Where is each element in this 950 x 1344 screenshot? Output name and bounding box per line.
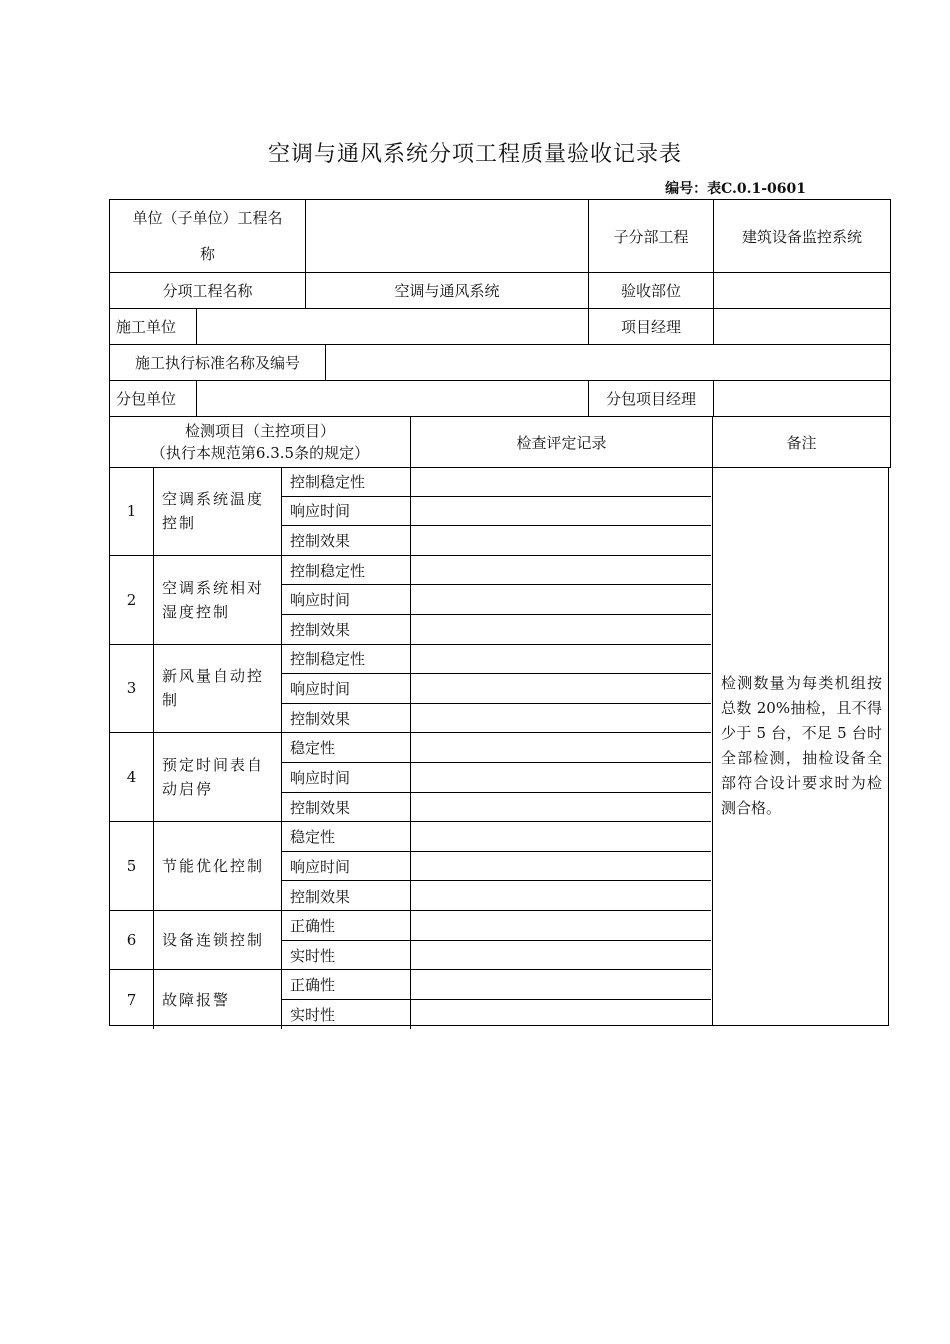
item-name: 设备连锁控制	[154, 911, 282, 969]
record-cell[interactable]	[411, 467, 711, 496]
project-manager-label: 项目经理	[589, 309, 714, 344]
standard-label: 施工执行标准名称及编号	[110, 345, 326, 380]
subcheck-label: 稳定性	[282, 822, 411, 851]
item-subchecks	[282, 467, 711, 555]
subcheck-label: 控制效果	[282, 881, 411, 911]
record-cell[interactable]	[411, 793, 711, 823]
sub-manager-label: 分包项目经理	[589, 381, 714, 416]
item-number: 2	[110, 556, 154, 644]
subcontractor-label: 分包单位	[110, 381, 197, 416]
item-subchecks	[282, 645, 711, 733]
item-subchecks	[282, 822, 711, 910]
subcheck-row	[282, 615, 711, 645]
inspection-table	[109, 467, 889, 1026]
record-cell[interactable]	[411, 585, 711, 614]
subcheck-label: 控制效果	[282, 526, 411, 556]
record-cell[interactable]	[411, 497, 711, 526]
record-column-header: 检查评定记录	[411, 417, 713, 467]
subcheck-row	[282, 733, 711, 763]
item-name-value: 空调与通风系统	[306, 273, 589, 308]
record-cell[interactable]	[411, 852, 711, 881]
subcheck-label: 控制稳定性	[282, 645, 411, 674]
subcheck-row	[282, 497, 711, 527]
acceptance-part-label: 验收部位	[589, 273, 714, 308]
subcontractor-value[interactable]	[197, 381, 589, 416]
form-code: 编号：表C.0.1-0601	[665, 181, 806, 197]
subcheck-label: 控制效果	[282, 615, 411, 645]
sub-division-label: 子分部工程	[589, 200, 714, 272]
record-cell[interactable]	[411, 911, 711, 940]
item-name: 预定时间表自动启停	[154, 733, 282, 821]
subcheck-label: 控制效果	[282, 793, 411, 823]
item-name: 节能优化控制	[154, 822, 282, 910]
item-subchecks	[282, 556, 711, 644]
record-cell[interactable]	[411, 645, 711, 674]
unit-project-label	[110, 200, 306, 272]
subcheck-label: 响应时间	[282, 852, 411, 881]
contractor-label: 施工单位	[110, 309, 197, 344]
subcheck-row	[282, 881, 711, 911]
item-number: 4	[110, 733, 154, 821]
inspection-item-1	[110, 467, 711, 556]
record-cell[interactable]	[411, 763, 711, 792]
item-subchecks	[282, 733, 711, 821]
subcheck-label: 稳定性	[282, 733, 411, 762]
subcheck-row	[282, 467, 711, 497]
page-title: 空调与通风系统分项工程质量验收记录表	[267, 142, 682, 167]
record-cell[interactable]	[411, 704, 711, 734]
subcheck-row	[282, 526, 711, 556]
item-number: 6	[110, 911, 154, 969]
record-cell[interactable]	[411, 822, 711, 851]
subcheck-row	[282, 585, 711, 615]
subcheck-label: 控制稳定性	[282, 467, 411, 496]
subcheck-row	[282, 852, 711, 882]
inspection-item-7	[110, 970, 711, 1029]
subcheck-label: 响应时间	[282, 497, 411, 526]
item-name: 空调系统温度控制	[154, 467, 282, 555]
subcheck-label: 控制效果	[282, 704, 411, 734]
item-name-label: 分项工程名称	[110, 273, 306, 308]
subcheck-label: 实时性	[282, 1000, 411, 1030]
unit-project-label-line1: 单位（子单位）工程名	[132, 209, 283, 227]
subcheck-label: 响应时间	[282, 585, 411, 614]
header-table	[109, 199, 891, 468]
item-number: 1	[110, 467, 154, 555]
subcheck-row	[282, 793, 711, 823]
record-cell[interactable]	[411, 556, 711, 585]
item-name: 空调系统相对湿度控制	[154, 556, 282, 644]
item-name: 故障报警	[154, 970, 282, 1029]
item-number: 5	[110, 822, 154, 910]
item-number: 7	[110, 970, 154, 1029]
record-cell[interactable]	[411, 881, 711, 911]
items-column-header-line2: （执行本规范第6.3.5条的规定）	[150, 444, 370, 462]
inspection-item-3	[110, 645, 711, 734]
subcheck-row	[282, 645, 711, 675]
subcheck-row	[282, 1000, 711, 1030]
inspection-item-2	[110, 556, 711, 645]
subcheck-label: 正确性	[282, 911, 411, 940]
remark-note: 检测数量为每类机组按总数 20%抽检，且不得少于 5 台，不足 5 台时全部检测，抽检设备全部符合设计要求时为检测合格。	[712, 467, 890, 1025]
remark-column-header: 备注	[786, 433, 817, 452]
acceptance-part-value[interactable]	[714, 273, 890, 308]
subcheck-row	[282, 556, 711, 586]
subcheck-label: 响应时间	[282, 763, 411, 792]
standard-value[interactable]	[326, 345, 890, 380]
inspection-item-6	[110, 911, 711, 970]
record-cell[interactable]	[411, 733, 711, 762]
items-column-header	[110, 417, 411, 467]
sub-manager-value[interactable]	[714, 381, 890, 416]
item-number: 3	[110, 645, 154, 733]
subcheck-label: 正确性	[282, 970, 411, 999]
subcheck-row	[282, 822, 711, 852]
contractor-value[interactable]	[197, 309, 589, 344]
record-cell[interactable]	[411, 674, 711, 703]
record-cell[interactable]	[411, 970, 711, 999]
sub-division-value: 建筑设备监控系统	[741, 227, 862, 246]
subcheck-row	[282, 970, 711, 1000]
subcheck-row	[282, 704, 711, 734]
record-cell[interactable]	[411, 941, 711, 971]
subcheck-row	[282, 763, 711, 793]
item-name: 新风量自动控制	[154, 645, 282, 733]
inspection-item-5	[110, 822, 711, 911]
subcheck-row	[282, 941, 711, 971]
inspection-item-4	[110, 733, 711, 822]
subcheck-label: 响应时间	[282, 674, 411, 703]
item-subchecks	[282, 970, 711, 1029]
record-cell[interactable]	[411, 615, 711, 645]
subcheck-row	[282, 674, 711, 704]
record-cell[interactable]	[411, 526, 711, 556]
project-manager-value[interactable]	[714, 309, 890, 344]
subcheck-row	[282, 911, 711, 941]
subcheck-label: 实时性	[282, 941, 411, 971]
record-cell[interactable]	[411, 1000, 711, 1030]
items-column-header-line1: 检测项目（主控项目）	[184, 422, 335, 440]
item-subchecks	[282, 911, 711, 969]
unit-project-label-line2: 称	[199, 245, 215, 263]
unit-project-value[interactable]	[306, 200, 589, 272]
subcheck-label: 控制稳定性	[282, 556, 411, 585]
